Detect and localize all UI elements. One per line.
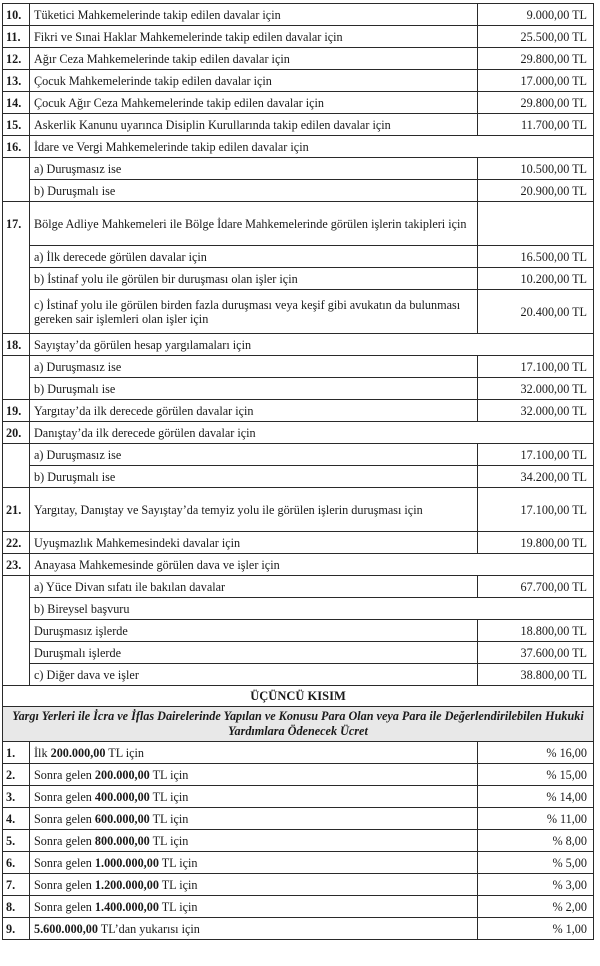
row-amount: 19.800,00 TL bbox=[478, 532, 594, 554]
tier-prefix: Sonra gelen bbox=[34, 899, 95, 914]
row-amount: 11.700,00 TL bbox=[478, 114, 594, 136]
fee-subrow-16a bbox=[3, 158, 594, 180]
percentage-row bbox=[3, 852, 594, 874]
row-description bbox=[30, 852, 478, 874]
fee-row bbox=[3, 26, 594, 48]
row-description bbox=[30, 786, 478, 808]
row-number: 4. bbox=[3, 808, 30, 830]
row-amount: 29.800,00 TL bbox=[478, 48, 594, 70]
row-number: 1. bbox=[3, 742, 30, 764]
tier-suffix: TL için bbox=[149, 833, 189, 848]
row-number: 7. bbox=[3, 874, 30, 896]
row-number: 16. bbox=[3, 136, 30, 158]
subrow-amount: 17.100,00 TL bbox=[478, 444, 594, 466]
row-description: Uyuşmazlık Mahkemesindeki davalar için bbox=[30, 532, 478, 554]
subrow-description: a) Yüce Divan sıfatı ile bakılan davalar bbox=[30, 576, 478, 598]
tier-percentage: % 8,00 bbox=[478, 830, 594, 852]
row-number: 9. bbox=[3, 918, 30, 940]
subrow-amount: 16.500,00 TL bbox=[478, 246, 594, 268]
subrow-amount: 20.400,00 TL bbox=[478, 290, 594, 334]
row-number: 17. bbox=[3, 202, 30, 246]
fee-row-16 bbox=[3, 136, 594, 158]
fee-subrow-23b2 bbox=[3, 642, 594, 664]
tier-suffix: TL için bbox=[158, 855, 198, 870]
row-amount: 29.800,00 TL bbox=[478, 92, 594, 114]
fee-row bbox=[3, 92, 594, 114]
tier-amount: 5.600.000,00 bbox=[34, 921, 98, 936]
tier-amount: 200.000,00 bbox=[94, 767, 150, 782]
subrow-description: c) Diğer dava ve işler bbox=[30, 664, 478, 686]
subrow-amount: 10.200,00 TL bbox=[478, 268, 594, 290]
percentage-row bbox=[3, 786, 594, 808]
row-number: 20. bbox=[3, 422, 30, 444]
subrow-description: b) İstinaf yolu ile görülen bir duruşması olan işler için bbox=[30, 268, 478, 290]
row-number: 22. bbox=[3, 532, 30, 554]
row-amount: 32.000,00 TL bbox=[478, 400, 594, 422]
subrow-amount: 18.800,00 TL bbox=[478, 620, 594, 642]
section-three-header bbox=[3, 686, 594, 707]
row-description: Anayasa Mahkemesinde görülen dava ve işler için bbox=[30, 554, 594, 576]
tier-percentage: % 15,00 bbox=[478, 764, 594, 786]
row-number: 11. bbox=[3, 26, 30, 48]
row-description: İdare ve Vergi Mahkemelerinde takip edilen davalar için bbox=[30, 136, 594, 158]
tier-suffix: TL için bbox=[158, 899, 198, 914]
row-description: Çocuk Mahkemelerinde takip edilen davalar için bbox=[30, 70, 478, 92]
tier-amount: 600.000,00 bbox=[94, 811, 150, 826]
tier-amount: 400.000,00 bbox=[94, 789, 150, 804]
tier-percentage: % 2,00 bbox=[478, 896, 594, 918]
subrow-description: a) İlk derecede görülen davalar için bbox=[30, 246, 478, 268]
tier-suffix: TL için bbox=[149, 767, 189, 782]
row-number: 23. bbox=[3, 554, 30, 576]
subrow-description: b) Duruşmalı ise bbox=[30, 180, 478, 202]
row-number: 5. bbox=[3, 830, 30, 852]
fee-row-17 bbox=[3, 202, 594, 246]
tier-percentage: % 1,00 bbox=[478, 918, 594, 940]
row-description: Bölge Adliye Mahkemeleri ile Bölge İdare Mahkemelerinde görülen işlerin takipleri için bbox=[30, 202, 478, 246]
section-title: ÜÇÜNCÜ KISIM bbox=[3, 686, 594, 707]
fee-row-18 bbox=[3, 334, 594, 356]
row-number: 15. bbox=[3, 114, 30, 136]
percentage-row bbox=[3, 764, 594, 786]
row-description: Tüketici Mahkemelerinde takip edilen davalar için bbox=[30, 4, 478, 26]
tier-percentage: % 3,00 bbox=[478, 874, 594, 896]
tier-prefix: Sonra gelen bbox=[34, 789, 95, 804]
fee-row-22 bbox=[3, 532, 594, 554]
subrow-description: b) Duruşmalı ise bbox=[30, 378, 478, 400]
row-description: Askerlik Kanunu uyarınca Disiplin Kurullarında takip edilen davalar için bbox=[30, 114, 478, 136]
percentage-row bbox=[3, 830, 594, 852]
row-number: 6. bbox=[3, 852, 30, 874]
row-description: Ağır Ceza Mahkemelerinde takip edilen davalar için bbox=[30, 48, 478, 70]
tier-percentage: % 16,00 bbox=[478, 742, 594, 764]
fee-row-19 bbox=[3, 400, 594, 422]
fee-row bbox=[3, 4, 594, 26]
fee-row bbox=[3, 114, 594, 136]
tier-amount: 1.000.000,00 bbox=[94, 855, 159, 870]
fee-subrow-23b1 bbox=[3, 620, 594, 642]
fee-subrow-17a bbox=[3, 246, 594, 268]
row-number: 19. bbox=[3, 400, 30, 422]
fee-subrow-23b bbox=[3, 598, 594, 620]
fee-schedule-page bbox=[2, 0, 598, 940]
subrow-amount: 37.600,00 TL bbox=[478, 642, 594, 664]
row-amount: 25.500,00 TL bbox=[478, 26, 594, 48]
row-number: 13. bbox=[3, 70, 30, 92]
subrow-amount: 32.000,00 TL bbox=[478, 378, 594, 400]
row-description bbox=[30, 874, 478, 896]
tier-amount: 200.000,00 bbox=[50, 745, 106, 760]
row-description bbox=[30, 918, 478, 940]
tier-prefix: Sonra gelen bbox=[34, 767, 95, 782]
tier-suffix: TL’dan yukarısı için bbox=[97, 921, 200, 936]
row-amount: 9.000,00 TL bbox=[478, 4, 594, 26]
tier-amount: 1.400.000,00 bbox=[94, 899, 159, 914]
row-description: Yargıtay, Danıştay ve Sayıştay’da temyiz yolu ile görülen işlerin duruşması için bbox=[30, 488, 478, 532]
subrow-amount: 20.900,00 TL bbox=[478, 180, 594, 202]
percentage-row bbox=[3, 742, 594, 764]
row-number: 12. bbox=[3, 48, 30, 70]
tier-suffix: TL için bbox=[158, 877, 198, 892]
row-description bbox=[30, 742, 478, 764]
tier-suffix: TL için bbox=[105, 745, 145, 760]
subrow-description: b) Bireysel başvuru bbox=[30, 598, 594, 620]
subrow-description: a) Duruşmasız ise bbox=[30, 444, 478, 466]
subrow-description: Duruşmalı işlerde bbox=[30, 642, 478, 664]
fee-rows-a bbox=[3, 4, 594, 136]
section-subtitle: Yargı Yerleri ile İcra ve İflas Dairelerinde Yapılan ve Konusu Para Olan veya Para ile Değerlendirilebilen Hukuki Yardımlara Ödenecek Ücret bbox=[3, 707, 594, 742]
subrow-amount: 38.800,00 TL bbox=[478, 664, 594, 686]
tier-prefix: İlk bbox=[34, 745, 51, 760]
tier-prefix: Sonra gelen bbox=[34, 811, 95, 826]
row-number: 3. bbox=[3, 786, 30, 808]
row-number: 21. bbox=[3, 488, 30, 532]
fee-row-21 bbox=[3, 488, 594, 532]
percentage-row bbox=[3, 896, 594, 918]
fee-row bbox=[3, 70, 594, 92]
fee-subrow-20b bbox=[3, 466, 594, 488]
fee-table bbox=[2, 3, 594, 940]
subrow-description: a) Duruşmasız ise bbox=[30, 356, 478, 378]
tier-suffix: TL için bbox=[149, 789, 189, 804]
row-number: 10. bbox=[3, 4, 30, 26]
row-description: Çocuk Ağır Ceza Mahkemelerinde takip edilen davalar için bbox=[30, 92, 478, 114]
fee-subrow-20a bbox=[3, 444, 594, 466]
fee-subrow-18b bbox=[3, 378, 594, 400]
fee-subrow-18a bbox=[3, 356, 594, 378]
fee-subrow-17b bbox=[3, 268, 594, 290]
tier-prefix: Sonra gelen bbox=[34, 877, 95, 892]
tier-percentage: % 14,00 bbox=[478, 786, 594, 808]
subrow-description: c) İstinaf yolu ile görülen birden fazla duruşması veya keşif gibi avukatın da bulunması gereken sair işlemleri olan işler için bbox=[30, 290, 478, 334]
tier-percentage: % 11,00 bbox=[478, 808, 594, 830]
tier-percentage: % 5,00 bbox=[478, 852, 594, 874]
fee-subrow-17c bbox=[3, 290, 594, 334]
subrow-description: b) Duruşmalı ise bbox=[30, 466, 478, 488]
fee-subrow-23a bbox=[3, 576, 594, 598]
fee-row bbox=[3, 48, 594, 70]
percentage-row bbox=[3, 874, 594, 896]
fee-subrow-23c bbox=[3, 664, 594, 686]
subrow-amount: 34.200,00 TL bbox=[478, 466, 594, 488]
section-three-subtitle-row bbox=[3, 707, 594, 742]
row-number: 14. bbox=[3, 92, 30, 114]
subrow-amount: 17.100,00 TL bbox=[478, 356, 594, 378]
subrow-description: a) Duruşmasız ise bbox=[30, 158, 478, 180]
row-number: 2. bbox=[3, 764, 30, 786]
row-description bbox=[30, 764, 478, 786]
tier-amount: 800.000,00 bbox=[94, 833, 150, 848]
row-description bbox=[30, 830, 478, 852]
row-number: 8. bbox=[3, 896, 30, 918]
fee-row-20 bbox=[3, 422, 594, 444]
subrow-amount: 10.500,00 TL bbox=[478, 158, 594, 180]
row-description: Yargıtay’da ilk derecede görülen davalar için bbox=[30, 400, 478, 422]
tier-suffix: TL için bbox=[149, 811, 189, 826]
fee-row-23 bbox=[3, 554, 594, 576]
tier-prefix: Sonra gelen bbox=[34, 855, 95, 870]
row-description: Sayıştay’da görülen hesap yargılamaları için bbox=[30, 334, 594, 356]
row-description: Fikri ve Sınai Haklar Mahkemelerinde takip edilen davalar için bbox=[30, 26, 478, 48]
row-amount: 17.100,00 TL bbox=[478, 488, 594, 532]
subrow-amount: 67.700,00 TL bbox=[478, 576, 594, 598]
percentage-rows bbox=[3, 742, 594, 940]
row-description bbox=[30, 896, 478, 918]
percentage-row bbox=[3, 808, 594, 830]
row-description bbox=[30, 808, 478, 830]
fee-subrow-16b bbox=[3, 180, 594, 202]
percentage-row bbox=[3, 918, 594, 940]
tier-amount: 1.200.000,00 bbox=[94, 877, 159, 892]
row-description: Danıştay’da ilk derecede görülen davalar için bbox=[30, 422, 594, 444]
subrow-description: Duruşmasız işlerde bbox=[30, 620, 478, 642]
row-number: 18. bbox=[3, 334, 30, 356]
tier-prefix: Sonra gelen bbox=[34, 833, 95, 848]
row-amount: 17.000,00 TL bbox=[478, 70, 594, 92]
